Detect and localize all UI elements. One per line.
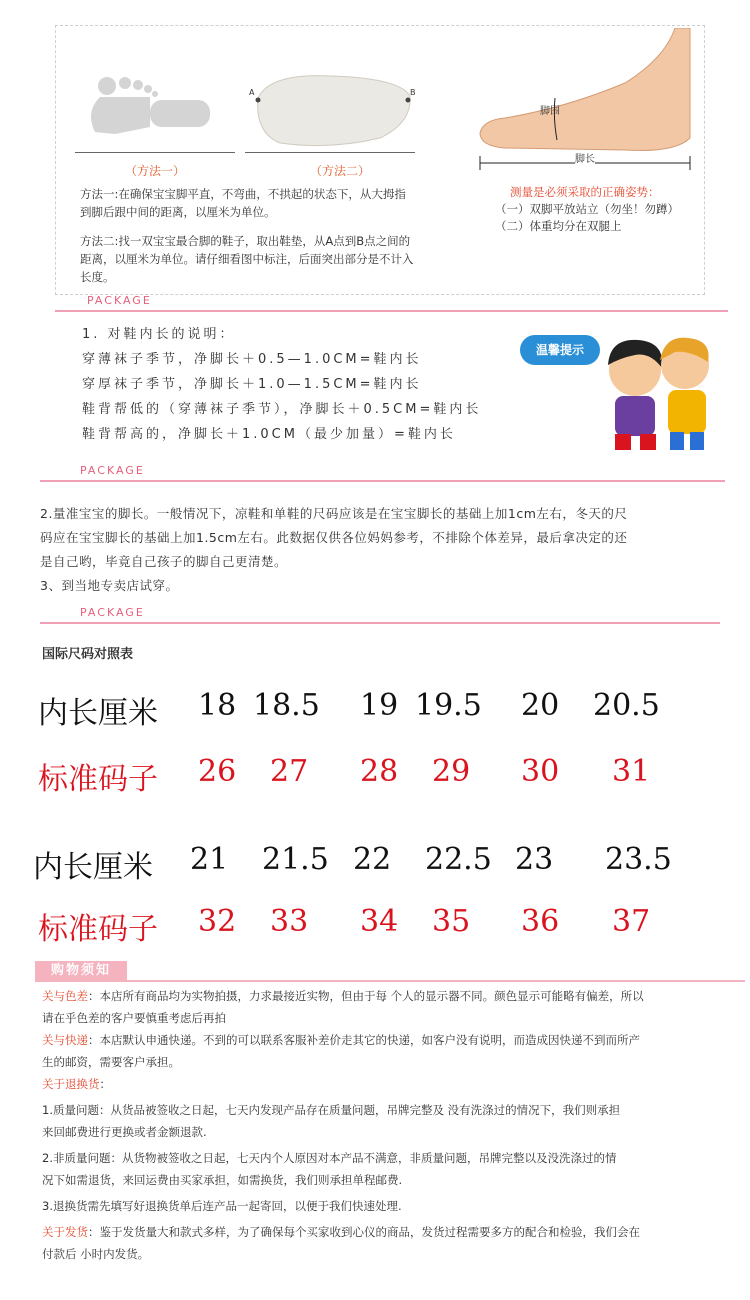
length-row-label: 内长厘米	[33, 850, 153, 885]
length-label: 脚长	[575, 150, 595, 165]
length-cell: 21.5	[262, 842, 329, 877]
length-cell: 22	[353, 842, 392, 877]
notice-item-shipping: 关于发货：鉴于发货量大和款式多样，为了确保每个买家收到心仪的商品，发货过程需要多方的配合和检验，我们会在	[42, 1225, 640, 1239]
size-chart-title: 国际尺码对照表	[42, 647, 134, 662]
posture-box	[495, 184, 695, 235]
inner-length-rule: 鞋背帮低的（穿薄袜子季节），净脚长＋0.5CM=鞋内长	[82, 402, 482, 417]
notice-item-color: 关与色差：本店所有商品均为实物拍摄，力求最接近实物，但由于每 个人的显示器不同。颜色显示可能略有偏差，所以	[42, 989, 644, 1003]
tip-badge: 温馨提示	[520, 335, 600, 365]
length-cell: 18.5	[253, 688, 320, 723]
package-label: PACKAGE	[80, 464, 145, 477]
inner-length-rule: 穿薄袜子季节，净脚长＋0.5—1.0CM=鞋内长	[82, 352, 422, 367]
length-cell: 20	[521, 688, 560, 723]
inner-length-rule: 穿厚袜子季节，净脚长＋1.0—1.5CM=鞋内长	[82, 377, 422, 392]
point-a-label: A	[249, 88, 255, 97]
length-cell: 22.5	[425, 842, 492, 877]
size-cell: 30	[521, 754, 560, 789]
notice-item-returns: 关于退换货：	[42, 1077, 111, 1091]
package-divider	[40, 480, 725, 482]
package-divider	[40, 622, 720, 624]
insole-illustration	[250, 68, 415, 153]
method2-text: 方法二:找一双宝宝最合脚的鞋子，取出鞋垫，从A点到B点之间的 距离，以厘米为单位。请仔细看图中标注，后面突出部分是不计入 长度。	[80, 234, 414, 284]
size-cell: 37	[612, 904, 651, 939]
footprint-illustration	[75, 72, 235, 147]
size-cell: 26	[198, 754, 237, 789]
notice-item-non-quality: 2.非质量问题：从货物被签收之日起，七天内个人原因对本产品不满意，非质量问题，吊牌完整以及没洗涤过的情	[42, 1151, 617, 1165]
girth-label: 脚围	[540, 106, 560, 117]
inner-length-rule: 鞋背帮高的，净脚长＋1.0CM（最少加量）=鞋内长	[82, 427, 456, 442]
measure-note: 2.量准宝宝的脚长。一般情况下，凉鞋和单鞋的尺码应该是在宝宝脚长的基础上加1cm左右，冬天的尺 码应在宝宝脚长的基础上加1.5cm左右。此数据仅供各位妈妈参考，不排除个体差异，最后拿决定的还 是自己哟，毕竟自己孩子的脚自己更清楚。 3、到当地专卖店试穿。	[40, 502, 740, 598]
package-label: PACKAGE	[80, 606, 145, 619]
length-cell: 19.5	[415, 688, 482, 723]
posture-title: 测量是必须采取的正确姿势：	[510, 185, 660, 199]
length-cell: 21	[190, 842, 229, 877]
package-divider	[55, 310, 728, 312]
size-cell: 36	[521, 904, 560, 939]
method1-caption: （方法一）	[124, 164, 185, 178]
size-row-label: 标准码子	[38, 912, 158, 947]
length-cell: 20.5	[593, 688, 660, 723]
size-row-label: 标准码子	[38, 762, 158, 797]
inner-length-heading: 1. 对鞋内长的说明：	[82, 327, 236, 342]
shopping-notice-divider	[35, 980, 745, 982]
method1-measure-line	[75, 152, 235, 153]
shopping-notice-body: 关与色差：本店所有商品均为实物拍摄，力求最接近实物，但由于每 个人的显示器不同。颜色显示可能略有偏差，所以 请在乎色差的客户要慎重考虑后再拍 关与快递：本店默认申通快递。不到的可以联系客服补差价走其它的快递，如客户没有说明，而造成因快递不到而所产 生的邮资，需要客户承担。 关于退换货： 1.质量问题：从货品被签收之日起，七天内发现产品存在质量问题，吊牌完整及 没有洗涤过的情况下，我们则承担 来回邮费进行更换或者金额退款. 2.非质量问题：从货物被签收之日起，七天内个人原因对本产品不满意，非质量问题，吊牌完整以及没洗涤过的情 况下如需退货，来回运费由买家承担，如需换货，我们则承担单程邮费. 3.退换货需先填写好退换货单后连产品一起寄回，以便于我们快速处理. 关于发货：鉴于发货量大和款式多样，为了确保每个买家收到心仪的商品，发货过程需要多方的配合和检验，我们会在 付款后 小时内发货。	[42, 985, 742, 1265]
package-label: PACKAGE	[87, 294, 152, 307]
size-cell: 28	[360, 754, 399, 789]
size-cell: 35	[432, 904, 471, 939]
shopping-notice-tag: 购物须知	[35, 961, 127, 981]
size-cell: 32	[198, 904, 237, 939]
size-cell: 29	[432, 754, 471, 789]
inner-length-section	[82, 322, 481, 447]
method2-measure-line	[245, 152, 415, 153]
length-row-label: 内长厘米	[38, 696, 158, 731]
length-cell: 18	[198, 688, 237, 723]
method2-caption: （方法二）	[309, 164, 370, 178]
posture-item: （一）双脚平放站立（勿坐！勿蹲）	[495, 202, 679, 216]
store-tip: 3、到当地专卖店试穿。	[40, 578, 179, 593]
size-cell: 34	[360, 904, 399, 939]
length-cell: 23.5	[605, 842, 672, 877]
size-cell: 27	[270, 754, 309, 789]
notice-item-express: 关与快递：本店默认申通快递。不到的可以联系客服补差价走其它的快递，如客户没有说明，而造成因快递不到而所产	[42, 1033, 640, 1047]
size-cell: 33	[270, 904, 309, 939]
length-cell: 19	[360, 688, 399, 723]
notice-item-return-form: 3.退换货需先填写好退换货单后连产品一起寄回，以便于我们快速处理.	[42, 1199, 402, 1213]
kids-cartoon-illustration	[590, 330, 725, 455]
length-cell: 23	[515, 842, 554, 877]
method1-text: 方法一:在确保宝宝脚平直，不弯曲，不拱起的状态下，从大拇指 到脚后跟中间的距离，以厘米为单位。	[80, 187, 406, 219]
point-b-label: B	[410, 88, 416, 97]
size-cell: 31	[612, 754, 651, 789]
posture-item: （二）体重均分在双腿上	[495, 219, 622, 233]
notice-item-quality: 1.质量问题：从货品被签收之日起，七天内发现产品存在质量问题，吊牌完整及 没有洗涤过的情况下，我们则承担	[42, 1103, 621, 1117]
